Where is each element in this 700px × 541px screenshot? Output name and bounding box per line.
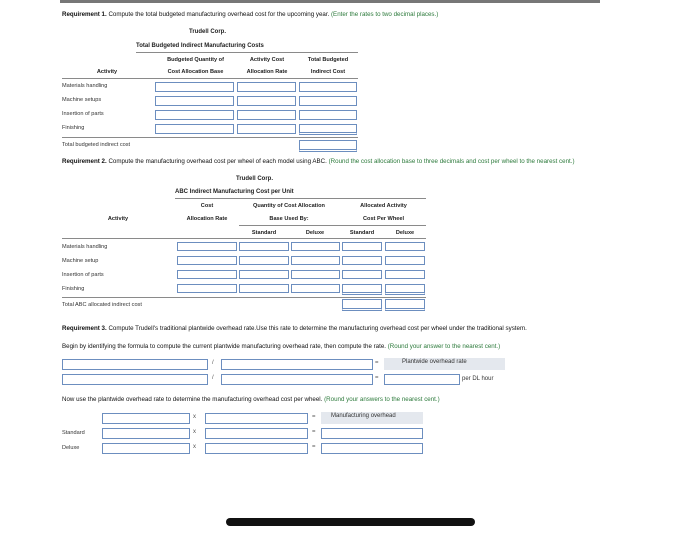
req2-row-label: Insertion of parts	[62, 272, 104, 278]
req3-deluxe-factor2-input[interactable]	[205, 443, 308, 454]
req1-row-label: Insertion of parts	[62, 111, 104, 117]
req2-total-standard-input[interactable]	[342, 299, 382, 311]
req3-cost-instruction: Now use the plantwide overhead rate to determine the manufacturing overhead cost per wheel. (Round your answers to the nearest cent.)	[62, 396, 440, 403]
req2-sub-standard: Standard	[251, 230, 277, 236]
req2-rate-input[interactable]	[177, 242, 237, 251]
req2-total-label: Total ABC allocated indirect cost	[62, 302, 142, 308]
req2-title-rule	[175, 198, 426, 199]
req2-alloc-standard-input[interactable]	[342, 284, 382, 295]
req2-col-cost-1: Cost	[200, 203, 214, 209]
req1-grand-total-input[interactable]	[299, 140, 357, 152]
req1-total-label: Total budgeted indirect cost	[62, 142, 131, 148]
req1-rate-input[interactable]	[237, 96, 296, 106]
req2-table-title: ABC Indirect Manufacturing Cost per Unit	[175, 189, 294, 195]
req1-row-label: Machine setups	[62, 97, 102, 103]
req2-qty-deluxe-input[interactable]	[291, 256, 340, 265]
req1-rate-input[interactable]	[237, 82, 296, 92]
req2-row-label: Finishing	[62, 286, 85, 292]
req2-alloc-deluxe-input[interactable]	[385, 256, 425, 265]
multiply-operator: x	[193, 414, 196, 420]
req2-col-qty-1: Quantity of Cost Allocation	[253, 203, 325, 209]
req1-total-input[interactable]	[299, 96, 357, 106]
req1-rate-input[interactable]	[237, 110, 296, 120]
req3-instruction: Requirement 3. Compute Trudell's traditional plantwide overhead rate.Use this rate to determine the manufacturing overhead cost per wheel under the traditional system.	[62, 325, 527, 332]
req3-factor2-select[interactable]	[205, 413, 308, 424]
req3-deluxe-factor1-input[interactable]	[102, 443, 190, 454]
req3-result-label: Plantwide overhead rate	[384, 358, 505, 370]
req3-deluxe-result-input[interactable]	[321, 443, 423, 454]
req3-row-deluxe: Deluxe	[62, 445, 80, 451]
req3-denominator-input[interactable]	[221, 374, 373, 385]
req2-sub-rule	[239, 225, 426, 226]
req1-total-input[interactable]	[299, 82, 357, 92]
req2-qty-standard-input[interactable]	[239, 242, 289, 251]
req1-col-qty-2: Cost Allocation Base	[167, 69, 224, 75]
window-top-border	[60, 0, 600, 3]
req2-header-rule	[62, 238, 426, 239]
req2-rate-input[interactable]	[177, 284, 237, 293]
req2-col-alloc-2: Cost Per Wheel	[362, 216, 405, 222]
req3-rate-input[interactable]	[384, 374, 460, 385]
req1-total-input[interactable]	[299, 124, 357, 135]
req1-total-input[interactable]	[299, 110, 357, 120]
req2-rate-input[interactable]	[177, 256, 237, 265]
req2-alloc-standard-input[interactable]	[342, 242, 382, 251]
req2-qty-standard-input[interactable]	[239, 256, 289, 265]
req2-row-label: Materials handling	[62, 244, 108, 250]
req3-formula-numerator-select[interactable]	[62, 359, 208, 370]
multiply-operator: x	[193, 444, 196, 450]
req1-rate-input[interactable]	[237, 124, 296, 134]
req2-qty-standard-input[interactable]	[239, 284, 289, 293]
req1-col-activity: Activity	[96, 69, 118, 75]
req1-instruction: Requirement 1. Compute the total budgeted manufacturing overhead cost for the upcoming year. (Enter the rates to two decimal places.)	[62, 11, 439, 18]
req3-factor1-select[interactable]	[102, 413, 190, 424]
req3-formula-denominator-select[interactable]	[221, 359, 373, 370]
req2-sub-deluxe: Deluxe	[305, 230, 325, 236]
req2-qty-deluxe-input[interactable]	[291, 242, 340, 251]
req3-standard-result-input[interactable]	[321, 428, 423, 439]
equals-operator: =	[312, 414, 316, 420]
req1-row-label: Materials handling	[62, 83, 108, 89]
req1-col-total-2: Indirect Cost	[310, 69, 346, 75]
equals-operator: =	[312, 444, 316, 450]
req2-alloc-deluxe-input[interactable]	[385, 284, 425, 295]
home-indicator[interactable]	[226, 518, 475, 526]
req2-col-qty-2: Base Used By:	[269, 216, 309, 222]
req1-qty-input[interactable]	[155, 82, 234, 92]
req1-qty-input[interactable]	[155, 124, 234, 134]
req1-col-qty-1: Budgeted Quantity of	[167, 57, 224, 63]
req1-qty-input[interactable]	[155, 96, 234, 106]
req2-qty-deluxe-input[interactable]	[291, 270, 340, 279]
equals-operator: =	[375, 375, 379, 381]
req2-col-alloc-1: Allocated Activity	[360, 203, 407, 209]
req2-col-activity: Activity	[107, 216, 129, 222]
req3-standard-factor1-input[interactable]	[102, 428, 190, 439]
req1-col-rate-2: Allocation Rate	[246, 69, 288, 75]
req2-qty-deluxe-input[interactable]	[291, 284, 340, 293]
multiply-operator: x	[193, 429, 196, 435]
req2-sub-standard: Standard	[349, 230, 375, 236]
divide-operator: /	[212, 360, 214, 366]
req3-standard-factor2-input[interactable]	[205, 428, 308, 439]
req2-alloc-deluxe-input[interactable]	[385, 242, 425, 251]
req3-formula-instruction: Begin by identifying the formula to compute the current plantwide manufacturing overhead rate, then compute the rate. (Round your answer to the nearest cent.)	[62, 343, 501, 350]
req2-qty-standard-input[interactable]	[239, 270, 289, 279]
req3-result-label: Manufacturing overhead	[321, 412, 423, 424]
equals-operator: =	[375, 360, 379, 366]
req2-total-deluxe-input[interactable]	[385, 299, 425, 311]
req3-row-standard: Standard	[62, 430, 85, 436]
req1-col-rate-1: Activity Cost	[249, 57, 285, 63]
req2-alloc-standard-input[interactable]	[342, 270, 382, 279]
req1-header-rule	[62, 78, 358, 79]
divide-operator: /	[212, 375, 214, 381]
req1-row-label: Finishing	[62, 125, 85, 131]
req2-col-cost-2: Allocation Rate	[186, 216, 228, 222]
req2-instruction: Requirement 2. Compute the manufacturing overhead cost per wheel of each model using ABC. (Round the cost allocation base to three decimals and cost per wheel to the nearest cent.)	[62, 158, 575, 165]
req1-col-total-1: Total Budgeted	[307, 57, 349, 63]
req1-title-rule	[136, 52, 358, 53]
req2-total-rule	[62, 297, 426, 298]
req1-table-title: Total Budgeted Indirect Manufacturing Costs	[136, 43, 264, 49]
equals-operator: =	[312, 429, 316, 435]
req2-alloc-deluxe-input[interactable]	[385, 270, 425, 279]
req1-qty-input[interactable]	[155, 110, 234, 120]
req1-company: Trudell Corp.	[189, 29, 227, 35]
req3-unit-label: per DL hour	[462, 376, 494, 382]
req3-numerator-input[interactable]	[62, 374, 208, 385]
req2-alloc-standard-input[interactable]	[342, 256, 382, 265]
req2-sub-deluxe: Deluxe	[395, 230, 415, 236]
req2-rate-input[interactable]	[177, 270, 237, 279]
req2-company: Trudell Corp.	[236, 176, 274, 182]
req1-total-rule	[62, 137, 358, 138]
req2-row-label: Machine setup	[62, 258, 99, 264]
